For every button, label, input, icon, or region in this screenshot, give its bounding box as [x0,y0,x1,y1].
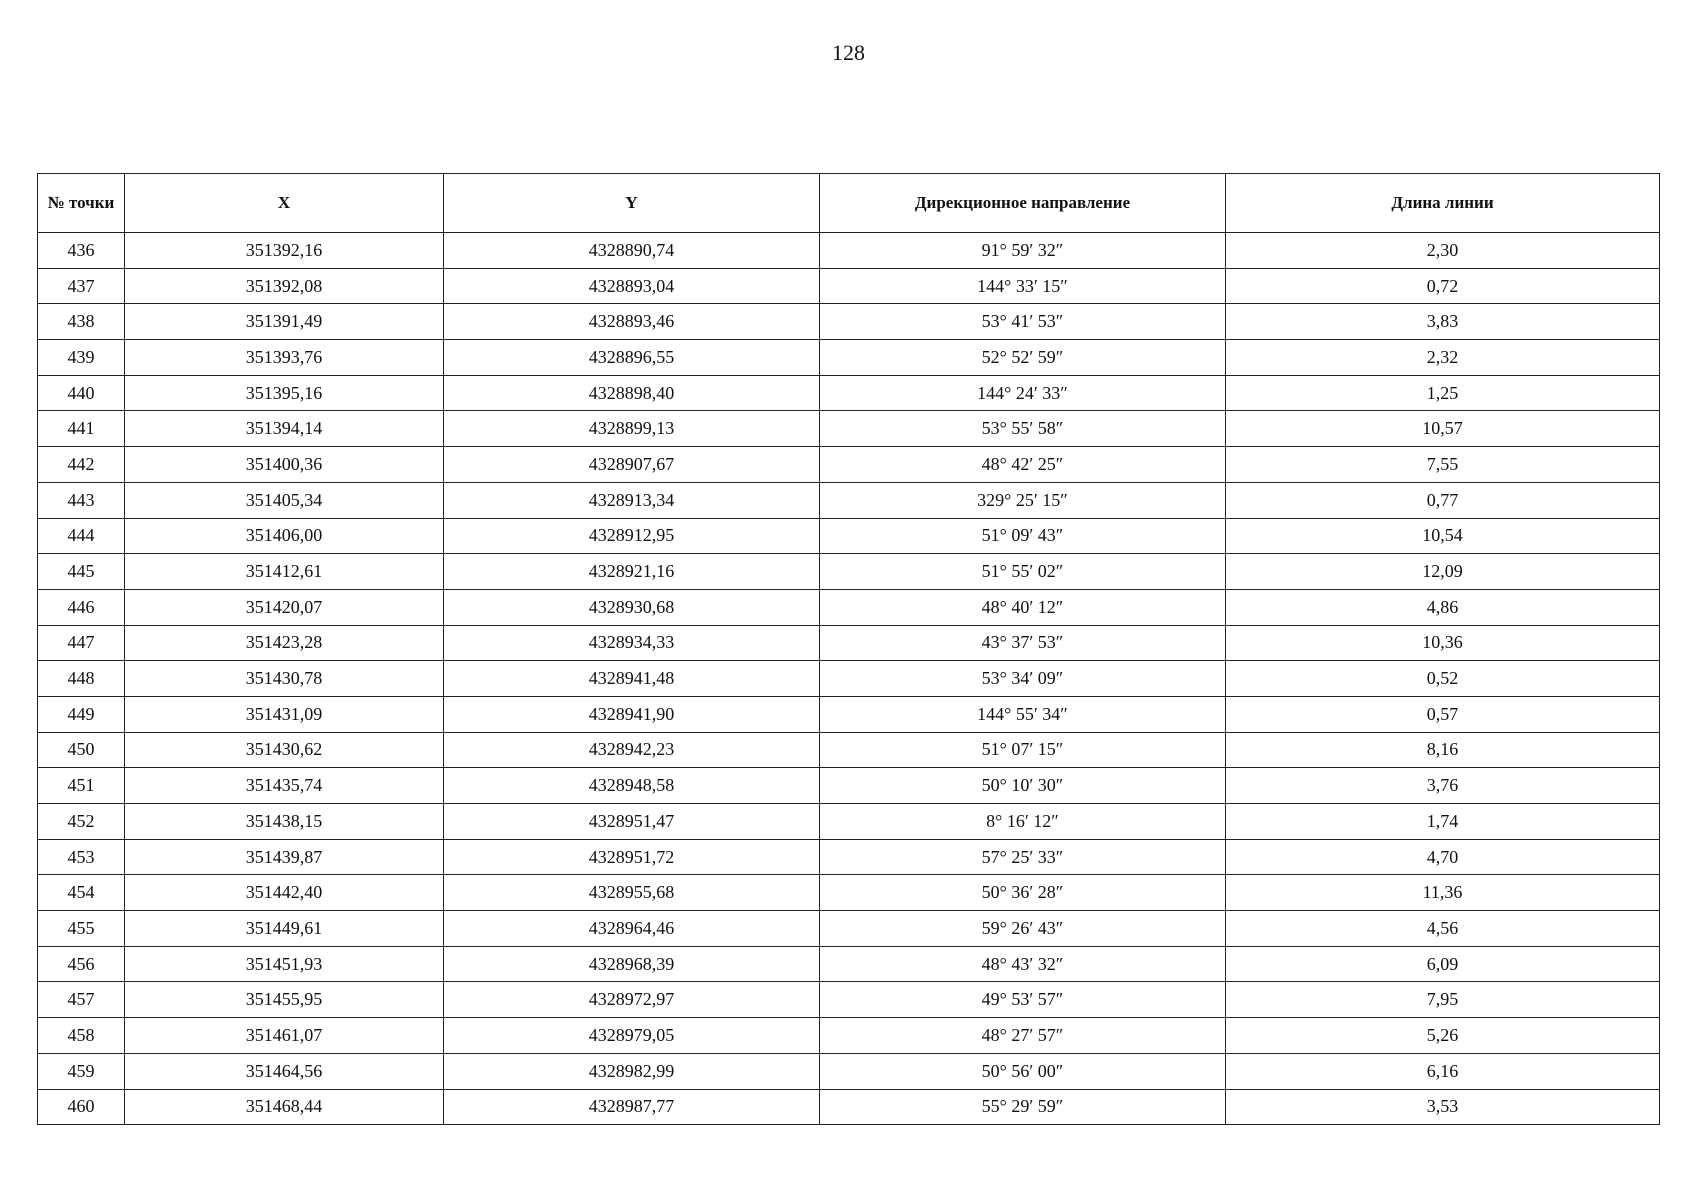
cell-line-length: 0,72 [1226,268,1660,304]
cell-y: 4328948,58 [444,768,820,804]
table-row [38,661,1660,697]
table-row [38,1018,1660,1054]
cell-direction: 50° 56′ 00″ [820,1053,1226,1089]
header-x: X [125,174,444,233]
cell-x: 351394,14 [125,411,444,447]
cell-x: 351449,61 [125,911,444,947]
cell-line-length: 10,36 [1226,625,1660,661]
cell-line-length: 1,74 [1226,804,1660,840]
table-row [38,804,1660,840]
table-row [38,554,1660,590]
cell-y: 4328955,68 [444,875,820,911]
cell-x: 351412,61 [125,554,444,590]
cell-y: 4328964,46 [444,911,820,947]
cell-y: 4328898,40 [444,375,820,411]
cell-direction: 50° 10′ 30″ [820,768,1226,804]
cell-point-number: 452 [38,804,125,840]
cell-line-length: 6,16 [1226,1053,1660,1089]
table-row [38,304,1660,340]
cell-line-length: 4,56 [1226,911,1660,947]
cell-point-number: 460 [38,1089,125,1125]
cell-point-number: 449 [38,696,125,732]
cell-x: 351468,44 [125,1089,444,1125]
cell-point-number: 453 [38,839,125,875]
cell-y: 4328987,77 [444,1089,820,1125]
cell-x: 351435,74 [125,768,444,804]
cell-y: 4328968,39 [444,946,820,982]
cell-line-length: 7,95 [1226,982,1660,1018]
cell-line-length: 10,54 [1226,518,1660,554]
header-row [38,174,1660,233]
cell-y: 4328930,68 [444,589,820,625]
cell-direction: 48° 27′ 57″ [820,1018,1226,1054]
cell-x: 351392,08 [125,268,444,304]
cell-x: 351431,09 [125,696,444,732]
cell-line-length: 0,57 [1226,696,1660,732]
table-row [38,518,1660,554]
header-y: Y [444,174,820,233]
cell-direction: 91° 59′ 32″ [820,233,1226,269]
cell-point-number: 455 [38,911,125,947]
header-point-number: № точки [38,174,125,233]
cell-x: 351455,95 [125,982,444,1018]
cell-x: 351430,62 [125,732,444,768]
table-row [38,625,1660,661]
cell-point-number: 440 [38,375,125,411]
cell-y: 4328979,05 [444,1018,820,1054]
table-row [38,340,1660,376]
cell-y: 4328972,97 [444,982,820,1018]
cell-direction: 43° 37′ 53″ [820,625,1226,661]
cell-x: 351464,56 [125,1053,444,1089]
cell-line-length: 0,52 [1226,661,1660,697]
cell-point-number: 456 [38,946,125,982]
table-row [38,375,1660,411]
cell-y: 4328913,34 [444,482,820,518]
cell-y: 4328942,23 [444,732,820,768]
cell-point-number: 454 [38,875,125,911]
cell-direction: 59° 26′ 43″ [820,911,1226,947]
cell-point-number: 457 [38,982,125,1018]
cell-y: 4328951,72 [444,839,820,875]
cell-point-number: 441 [38,411,125,447]
table-row [38,732,1660,768]
cell-line-length: 5,26 [1226,1018,1660,1054]
table-row [38,447,1660,483]
cell-direction: 144° 55′ 34″ [820,696,1226,732]
cell-y: 4328951,47 [444,804,820,840]
table-row [38,1053,1660,1089]
table-row [38,911,1660,947]
cell-direction: 50° 36′ 28″ [820,875,1226,911]
cell-direction: 51° 07′ 15″ [820,732,1226,768]
cell-y: 4328982,99 [444,1053,820,1089]
table-row [38,268,1660,304]
header-line-length: Длина линии [1226,174,1660,233]
cell-direction: 144° 24′ 33″ [820,375,1226,411]
cell-x: 351451,93 [125,946,444,982]
cell-y: 4328921,16 [444,554,820,590]
cell-y: 4328893,04 [444,268,820,304]
cell-line-length: 1,25 [1226,375,1660,411]
cell-direction: 52° 52′ 59″ [820,340,1226,376]
cell-line-length: 2,32 [1226,340,1660,376]
table-row [38,946,1660,982]
cell-line-length: 12,09 [1226,554,1660,590]
cell-x: 351400,36 [125,447,444,483]
cell-y: 4328912,95 [444,518,820,554]
cell-line-length: 0,77 [1226,482,1660,518]
cell-line-length: 8,16 [1226,732,1660,768]
cell-line-length: 3,53 [1226,1089,1660,1125]
table-row [38,839,1660,875]
cell-point-number: 458 [38,1018,125,1054]
cell-point-number: 445 [38,554,125,590]
cell-point-number: 436 [38,233,125,269]
cell-y: 4328907,67 [444,447,820,483]
cell-x: 351430,78 [125,661,444,697]
table-row [38,589,1660,625]
cell-x: 351393,76 [125,340,444,376]
cell-point-number: 439 [38,340,125,376]
cell-x: 351406,00 [125,518,444,554]
cell-y: 4328896,55 [444,340,820,376]
cell-line-length: 3,83 [1226,304,1660,340]
cell-point-number: 450 [38,732,125,768]
cell-direction: 144° 33′ 15″ [820,268,1226,304]
table-row [38,875,1660,911]
cell-direction: 329° 25′ 15″ [820,482,1226,518]
cell-point-number: 451 [38,768,125,804]
cell-y: 4328941,90 [444,696,820,732]
table-header [38,174,1660,233]
cell-x: 351442,40 [125,875,444,911]
cell-x: 351405,34 [125,482,444,518]
cell-x: 351461,07 [125,1018,444,1054]
cell-x: 351391,49 [125,304,444,340]
cell-y: 4328893,46 [444,304,820,340]
cell-line-length: 2,30 [1226,233,1660,269]
cell-point-number: 459 [38,1053,125,1089]
table-row [38,696,1660,732]
cell-line-length: 4,86 [1226,589,1660,625]
table-row [38,982,1660,1018]
cell-direction: 51° 09′ 43″ [820,518,1226,554]
cell-line-length: 3,76 [1226,768,1660,804]
table-row [38,482,1660,518]
cell-x: 351439,87 [125,839,444,875]
page-number: 128 [832,40,865,65]
cell-y: 4328934,33 [444,625,820,661]
cell-line-length: 6,09 [1226,946,1660,982]
cell-direction: 53° 34′ 09″ [820,661,1226,697]
cell-direction: 8° 16′ 12″ [820,804,1226,840]
cell-x: 351438,15 [125,804,444,840]
cell-direction: 51° 55′ 02″ [820,554,1226,590]
cell-x: 351423,28 [125,625,444,661]
cell-point-number: 437 [38,268,125,304]
table-row [38,1089,1660,1125]
cell-point-number: 443 [38,482,125,518]
cell-point-number: 442 [38,447,125,483]
header-direction: Дирекционное направление [820,174,1226,233]
cell-line-length: 11,36 [1226,875,1660,911]
cell-y: 4328899,13 [444,411,820,447]
table-row [38,233,1660,269]
cell-line-length: 4,70 [1226,839,1660,875]
cell-direction: 48° 43′ 32″ [820,946,1226,982]
cell-point-number: 446 [38,589,125,625]
cell-direction: 57° 25′ 33″ [820,839,1226,875]
table-row [38,768,1660,804]
cell-x: 351395,16 [125,375,444,411]
cell-point-number: 448 [38,661,125,697]
cell-y: 4328890,74 [444,233,820,269]
coordinates-table [37,173,1660,1125]
cell-line-length: 10,57 [1226,411,1660,447]
cell-x: 351420,07 [125,589,444,625]
cell-line-length: 7,55 [1226,447,1660,483]
cell-direction: 49° 53′ 57″ [820,982,1226,1018]
cell-direction: 48° 40′ 12″ [820,589,1226,625]
cell-point-number: 447 [38,625,125,661]
table-body [38,233,1660,1125]
cell-point-number: 438 [38,304,125,340]
cell-direction: 48° 42′ 25″ [820,447,1226,483]
cell-x: 351392,16 [125,233,444,269]
cell-point-number: 444 [38,518,125,554]
table-row [38,411,1660,447]
cell-y: 4328941,48 [444,661,820,697]
cell-direction: 55° 29′ 59″ [820,1089,1226,1125]
cell-direction: 53° 55′ 58″ [820,411,1226,447]
cell-direction: 53° 41′ 53″ [820,304,1226,340]
